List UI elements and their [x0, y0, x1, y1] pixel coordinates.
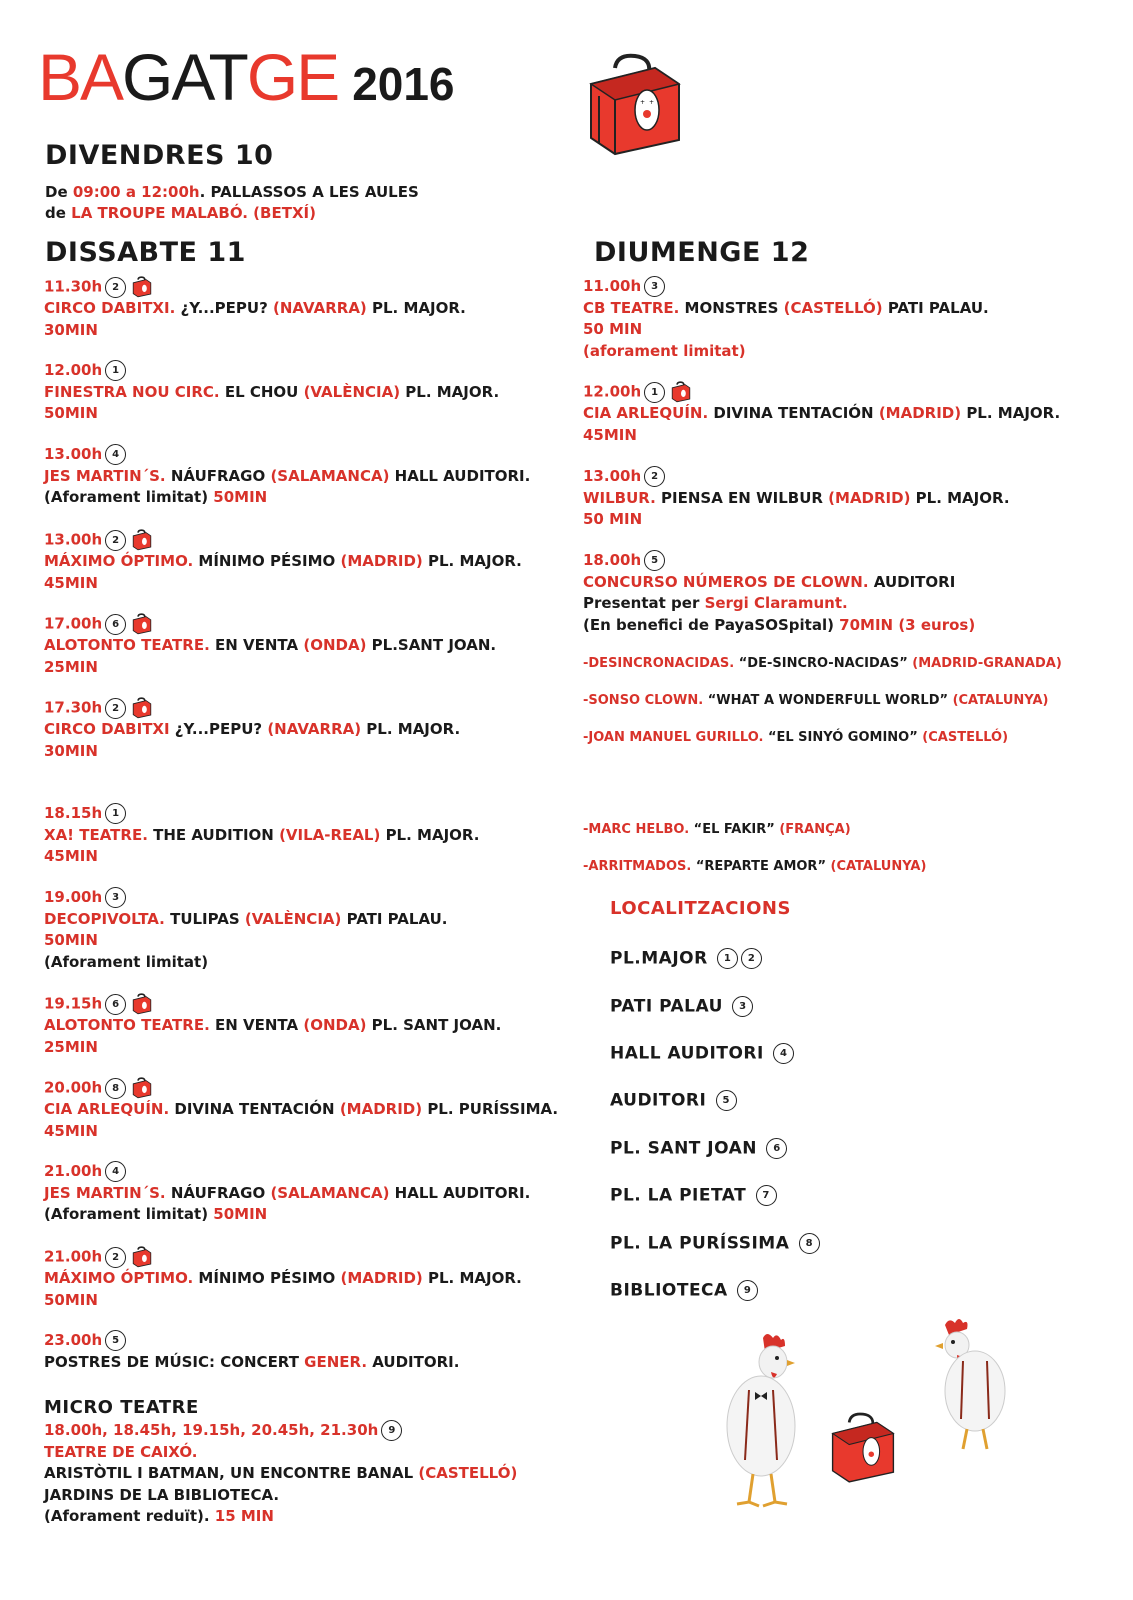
friday-activity: . PALLASSOS A LES AULES: [199, 183, 419, 201]
participant-origin: (MADRID-GRANADA): [912, 656, 1062, 671]
micro-title: MICRO TEATRE: [44, 1397, 199, 1418]
participant-show: “DE-SINCRO-NACIDAS”: [734, 656, 913, 671]
suitcase-icon: [131, 613, 153, 635]
location-number: 5: [716, 1090, 737, 1111]
contest-price: 70MIN (3 euros): [839, 615, 976, 634]
location-number: 9: [737, 1280, 758, 1301]
event-company: MÁXIMO ÓPTIMO.: [44, 552, 194, 570]
event-show: THE AUDITION: [147, 825, 280, 844]
event-time: 21.00h: [44, 1162, 103, 1180]
participant-entry: [583, 693, 1048, 708]
participant-origin: (CATALUNYA): [830, 859, 927, 874]
location-number: 1: [105, 803, 126, 824]
location-number: 2: [105, 698, 126, 719]
event-company: CIRCO DABITXI.: [44, 299, 176, 317]
location-item: [610, 1043, 794, 1064]
event-place: PL. MAJOR.: [422, 1269, 522, 1287]
event-duration: 50MIN: [213, 488, 268, 506]
event-time: 19.00h: [44, 888, 103, 906]
location-number: 8: [799, 1233, 820, 1254]
event-origin: (VALÈNCIA): [244, 909, 342, 928]
presenter-name: Sergi Claramunt.: [704, 594, 848, 612]
event-place: HALL AUDITORI.: [389, 1183, 531, 1202]
event-show: EL CHOU: [219, 382, 304, 401]
event-time: 18.00h: [583, 551, 642, 569]
event-show: TULIPAS: [164, 909, 245, 928]
event-origin: (VALÈNCIA): [303, 382, 401, 401]
event-duration: 50 MIN: [583, 510, 643, 528]
event-place: PL. MAJOR.: [961, 404, 1061, 422]
event-place: PL. MAJOR.: [422, 552, 522, 570]
event-origin: (ONDA): [303, 1016, 367, 1034]
micro-duration: 15 MIN: [214, 1507, 274, 1525]
event-duration: 50MIN: [44, 404, 98, 422]
event-origin: (ONDA): [303, 636, 367, 654]
location-number: 5: [644, 550, 665, 571]
location-name: AUDITORI: [610, 1090, 707, 1111]
micro-company: TEATRE DE CAIXÓ.: [44, 1442, 198, 1461]
event-entry: [583, 466, 1010, 531]
location-number: 6: [105, 994, 126, 1015]
contest-title: CONCURSO NÚMEROS DE CLOWN.: [583, 572, 869, 591]
participant-name: -JOAN MANUEL GURILLO.: [583, 730, 764, 745]
event-time: 12.00h: [44, 361, 103, 379]
suitcase-icon: [131, 697, 153, 719]
event-time: 23.00h: [44, 1331, 103, 1349]
event-company: FINESTRA NOU CIRC.: [44, 382, 220, 401]
participant-origin: (FRANÇA): [779, 822, 851, 837]
event-show: ¿Y...PEPU?: [175, 299, 274, 317]
participant-entry: [583, 730, 1008, 745]
event-place: PL. MAJOR.: [910, 488, 1010, 507]
event-duration: 25MIN: [44, 657, 98, 676]
event-place: PATI PALAU.: [882, 298, 989, 317]
event-pre: POSTRES DE MÚSIC: CONCERT: [44, 1352, 305, 1371]
location-item: [610, 1185, 777, 1206]
location-name: BIBLIOTECA: [610, 1280, 728, 1301]
event-origin: (SALAMANCA): [270, 1183, 390, 1202]
location-number: 1: [644, 382, 665, 403]
event-place: PL. MAJOR.: [400, 382, 500, 401]
event-show: DIVINA TENTACIÓN: [169, 1100, 340, 1118]
location-item: [610, 1280, 758, 1301]
event-duration: 25MIN: [44, 1037, 98, 1056]
location-number: 9: [381, 1420, 402, 1441]
event-entry: [44, 993, 501, 1058]
event-capacity-note: (aforament limitat): [583, 341, 746, 360]
event-company: MÁXIMO ÓPTIMO.: [44, 1269, 194, 1287]
event-origin: (NAVARRA): [267, 720, 362, 738]
presenter-pre: Presentat per: [583, 594, 705, 612]
location-name: PL.MAJOR: [610, 948, 708, 969]
event-show: MÍNIMO PÉSIMO: [193, 1269, 341, 1287]
event-show: MONSTRES: [679, 298, 784, 317]
friday-title: DIVENDRES 10: [45, 140, 274, 171]
event-company: CB TEATRE.: [583, 298, 680, 317]
participant-origin: (CASTELLÓ): [922, 730, 1009, 745]
micro-origin: (CASTELLÓ): [418, 1464, 518, 1482]
location-item: [610, 1138, 787, 1159]
location-number: 2: [105, 1247, 126, 1268]
friday-line-2: [45, 203, 316, 225]
participant-entry: [583, 859, 926, 874]
event-show: EN VENTA: [209, 636, 304, 654]
event-entry: [44, 276, 466, 341]
event-duration: 50MIN: [213, 1205, 268, 1223]
friday-time: 09:00 a 12:00h: [72, 183, 200, 201]
location-item: [610, 1233, 820, 1254]
event-show: PIENSA EN WILBUR: [655, 488, 829, 507]
rooster-illustration-small: [935, 1315, 1015, 1455]
location-item: [610, 1090, 737, 1111]
event-place: PL. PURÍSSIMA.: [422, 1100, 559, 1118]
location-number: 8: [105, 1078, 126, 1099]
suitcase-icon: [131, 1246, 153, 1268]
event-duration: 45MIN: [583, 425, 637, 444]
suitcase-icon: [131, 276, 153, 298]
event-note: (Aforament limitat): [44, 488, 214, 506]
suitcase-icon: [670, 381, 692, 403]
event-company: JES MARTIN´S.: [44, 1183, 166, 1202]
micro-event: [44, 1420, 517, 1528]
location-number: 3: [105, 887, 126, 908]
svg-text:+: +: [640, 99, 646, 106]
event-place: PL. MAJOR.: [380, 825, 480, 844]
event-origin: (NAVARRA): [273, 299, 367, 317]
event-show: ¿Y...PEPU?: [169, 720, 268, 738]
suitcase-icon: [585, 50, 685, 160]
participant-show: “EL FAKIR”: [689, 822, 780, 837]
clown-contest: [583, 550, 975, 636]
location-number: 4: [105, 444, 126, 465]
suitcase-small-icon: [828, 1410, 898, 1486]
location-name: PATI PALAU: [610, 996, 723, 1017]
event-entry: [44, 697, 460, 762]
event-place: PL. MAJOR.: [366, 299, 466, 317]
rooster-illustration: [715, 1330, 805, 1510]
location-number: 1: [717, 948, 738, 969]
location-item: [610, 996, 753, 1017]
location-number: 4: [105, 1161, 126, 1182]
logo-part-1: BA: [38, 40, 123, 114]
micro-times: 18.00h, 18.45h, 19.15h, 20.45h, 21.30h: [44, 1421, 379, 1439]
event-origin: (MADRID): [340, 1269, 423, 1287]
location-number: 2: [644, 466, 665, 487]
participant-name: -DESINCRONACIDAS.: [583, 656, 735, 671]
event-duration: 45MIN: [44, 573, 98, 592]
event-show: DIVINA TENTACIÓN: [708, 404, 879, 422]
event-place: PATI PALAU.: [341, 909, 448, 928]
event-company: DECOPIVOLTA.: [44, 909, 165, 928]
event-show: EN VENTA: [209, 1016, 304, 1034]
logo-year: 2016: [352, 58, 455, 110]
event-company: XA! TEATRE.: [44, 825, 148, 844]
locations-title: LOCALITZACIONS: [610, 898, 791, 919]
event-entry: [44, 1161, 530, 1226]
event-duration: 30MIN: [44, 741, 98, 760]
saturday-title: DISSABTE 11: [45, 237, 246, 268]
event-time: 17.30h: [44, 698, 103, 717]
event-entry: [44, 613, 496, 678]
location-number: 2: [105, 530, 126, 551]
event-place: PL.SANT JOAN.: [366, 636, 497, 654]
event-duration: 45MIN: [44, 1121, 98, 1140]
event-time: 11.00h: [583, 277, 642, 295]
event-entry: [44, 444, 530, 509]
event-place: PL. MAJOR.: [361, 720, 461, 738]
saturday-last-event: [44, 1330, 459, 1373]
participant-name: -ARRITMADOS.: [583, 859, 692, 874]
friday-line-1: [45, 182, 419, 204]
participant-show: “WHAT A WONDERFULL WORLD”: [703, 693, 953, 708]
event-show: MÍNIMO PÉSIMO: [193, 552, 341, 570]
participant-show: “EL SINYÓ GOMINO”: [763, 730, 923, 745]
event-origin: (MADRID): [828, 488, 911, 507]
location-number: 2: [741, 948, 762, 969]
contest-place: AUDITORI: [868, 572, 956, 591]
event-show: NÁUFRAGO: [165, 466, 271, 485]
event-duration: 30MIN: [44, 320, 98, 339]
event-company: WILBUR.: [583, 488, 656, 507]
logo-part-2: GAT: [122, 40, 247, 114]
event-duration: 45MIN: [44, 847, 98, 865]
event-time: 13.00h: [44, 445, 103, 463]
event-origin: (MADRID): [339, 1100, 423, 1118]
location-name: PL. LA PURÍSSIMA: [610, 1233, 790, 1254]
location-number: 5: [105, 1330, 126, 1351]
event-company: CIA ARLEQUÍN.: [583, 404, 709, 422]
event-place: PL. SANT JOAN.: [366, 1016, 502, 1034]
benefit-note: (En benefici de PayaSOSpital): [583, 615, 840, 634]
friday-pre2: de: [45, 204, 72, 222]
event-time: 11.30h: [44, 277, 103, 296]
event-note: (Aforament limitat): [44, 1205, 214, 1223]
event-origin: (CASTELLÓ): [783, 298, 883, 317]
event-duration: 50 MIN: [583, 320, 643, 338]
suitcase-icon: [131, 1077, 153, 1099]
micro-show: ARISTÒTIL I BATMAN, UN ENCONTRE BANAL: [44, 1464, 419, 1482]
event-capacity-note: (Aforament limitat): [44, 952, 209, 971]
svg-text:+: +: [649, 99, 655, 106]
location-number: 7: [756, 1185, 777, 1206]
suitcase-icon: [131, 529, 153, 551]
participant-origin: (CATALUNYA): [952, 693, 1049, 708]
event-band: GENER.: [304, 1352, 368, 1371]
participant-name: -MARC HELBO.: [583, 822, 690, 837]
festival-logo: [38, 40, 455, 114]
logo-part-3: GE: [246, 40, 339, 114]
participant-entry: [583, 822, 851, 837]
event-duration: 50MIN: [44, 1290, 98, 1309]
event-time: 13.00h: [44, 530, 103, 549]
event-time: 19.15h: [44, 994, 103, 1013]
location-item: [610, 948, 762, 969]
event-entry: [583, 381, 1060, 446]
participant-show: “REPARTE AMOR”: [691, 859, 831, 874]
event-entry: [44, 887, 448, 973]
friday-pre: De: [45, 183, 73, 201]
event-origin: (MADRID): [878, 404, 962, 422]
location-name: PL. LA PIETAT: [610, 1185, 747, 1206]
event-show: NÁUFRAGO: [165, 1183, 271, 1202]
participant-entry: [583, 656, 1062, 671]
location-name: HALL AUDITORI: [610, 1043, 764, 1064]
event-origin: (MADRID): [340, 552, 423, 570]
location-number: 2: [105, 277, 126, 298]
location-number: 3: [732, 996, 753, 1017]
event-entry: [44, 1077, 558, 1142]
friday-company: LA TROUPE MALABÓ. (BETXÍ): [71, 204, 316, 222]
micro-note: (Aforament reduït).: [44, 1507, 215, 1525]
location-number: 4: [773, 1043, 794, 1064]
event-origin: (SALAMANCA): [270, 466, 390, 485]
participant-name: -SONSO CLOWN.: [583, 693, 704, 708]
location-number: 1: [105, 360, 126, 381]
event-time: 20.00h: [44, 1078, 103, 1097]
event-company: CIRCO DABITXI: [44, 720, 170, 738]
sunday-title: DIUMENGE 12: [594, 237, 810, 268]
event-entry: [44, 360, 499, 425]
event-company: ALOTONTO TEATRE.: [44, 636, 210, 654]
location-number: 3: [644, 276, 665, 297]
event-time: 13.00h: [583, 467, 642, 485]
location-name: PL. SANT JOAN: [610, 1138, 758, 1159]
event-entry: [44, 529, 522, 594]
event-origin: (VILA-REAL): [279, 825, 381, 844]
location-number: 6: [766, 1138, 787, 1159]
event-company: CIA ARLEQUÍN.: [44, 1100, 170, 1118]
location-number: 6: [105, 614, 126, 635]
event-duration: 50MIN: [44, 931, 98, 949]
event-company: ALOTONTO TEATRE.: [44, 1016, 210, 1034]
event-time: 12.00h: [583, 382, 642, 401]
micro-place: JARDINS DE LA BIBLIOTECA.: [44, 1485, 280, 1504]
event-company: JES MARTIN´S.: [44, 466, 166, 485]
event-place: AUDITORI.: [367, 1352, 460, 1371]
event-time: 18.15h: [44, 804, 103, 822]
event-entry: [583, 276, 989, 362]
event-entry: [44, 803, 479, 868]
event-entry: [44, 1246, 522, 1311]
event-time: 17.00h: [44, 614, 103, 633]
event-time: 21.00h: [44, 1247, 103, 1266]
event-place: HALL AUDITORI.: [389, 466, 531, 485]
suitcase-icon: [131, 993, 153, 1015]
